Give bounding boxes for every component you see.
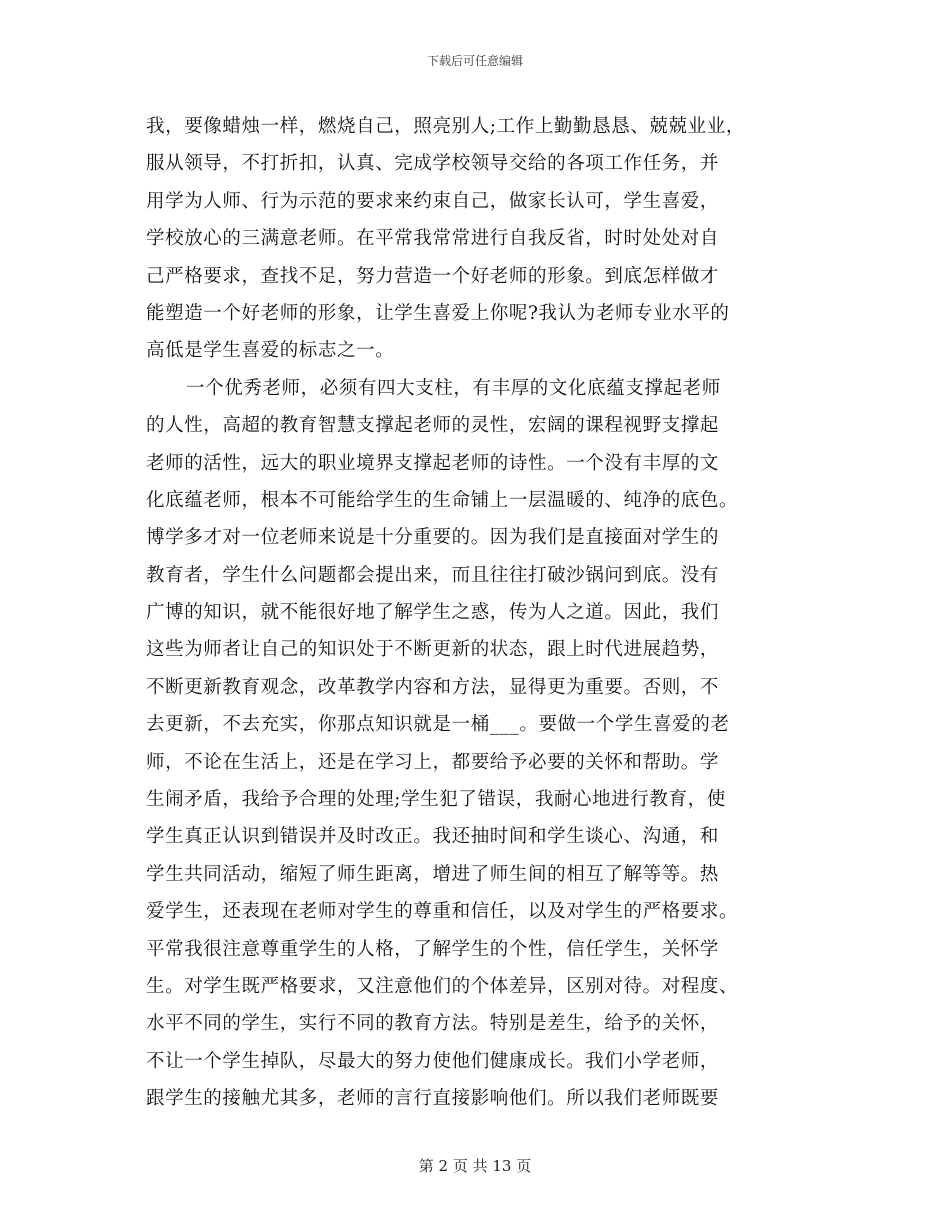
text-line: 爱学生，还表现在老师对学生的尊重和信任，以及对学生的严格要求。 [146,901,739,923]
page-header: 下载后可任意编辑 [426,54,523,68]
text-line: 跟学生的接触尤其多，老师的言行直接影响他们。所以我们老师既要 [146,1088,720,1110]
text-line: 用学为人师、行为示范的要求来约束自己，做家长认可，学生喜爱， [146,190,720,212]
text-line: 学校放心的三满意老师。在平常我常常进行自我反省，时时处处对自 [146,228,720,250]
text-line: 学生共同活动，缩短了师生距离，增进了师生间的相互了解等等。热 [146,863,720,885]
text-line: 教育者，学生什么问题都会提出来，而且往往打破沙锅问到底。没有 [146,564,720,586]
text-line: 己严格要求，查找不足，努力营造一个好老师的形象。到底怎样做才 [146,265,720,287]
text-line: 师，不论在生活上，还是在学习上，都要给予必要的关怀和帮助。学 [146,751,720,773]
page-number-footer: 第 2 页 共 13 页 [418,1157,532,1175]
body-text [146,108,826,1118]
text-line: 学生真正认识到错误并及时改正。我还抽时间和学生谈心、沟通，和 [146,826,720,848]
text-line: 水平不同的学生，实行不同的教育方法。特别是差生，给予的关怀， [146,1013,720,1035]
text-line: 广博的知识，就不能很好地了解学生之惑，传为人之道。因此，我们 [146,602,720,624]
text-line: 这些为师者让自己的知识处于不断更新的状态，跟上时代进展趋势， [146,639,720,661]
text-line: 不让一个学生掉队，尽最大的努力使他们健康成长。我们小学老师， [146,1050,720,1072]
text-line: 能塑造一个好老师的形象，让学生喜爱上你呢?我认为老师专业水平的 [146,302,730,324]
text-line: 服从领导，不打折扣，认真、完成学校领导交给的各项工作任务，并 [146,153,720,175]
text-line: 生闹矛盾，我给予合理的处理;学生犯了错误，我耐心地进行教育，使 [146,789,726,811]
text-line: 我，要像蜡烛一样，燃烧自己，照亮别人;工作上勤勤恳恳、兢兢业业， [146,116,745,137]
text-line: 平常我很注意尊重学生的人格，了解学生的个性，信任学生，关怀学 [146,938,720,960]
text-line: 去更新，不去充实，你那点知识就是一桶___。要做一个学生喜爱的老 [146,714,730,736]
text-line: 生。对学生既严格要求，又注意他们的个体差异，区别对待。对程度、 [146,975,739,997]
text-line: 老师的活性，远大的职业境界支撑起老师的诗性。一个没有丰厚的文 [146,452,720,474]
text-line: 不断更新教育观念，改革教学内容和方法，显得更为重要。否则，不 [146,676,720,698]
paragraph-start-line: 一个优秀老师，必须有四大支柱，有丰厚的文化底蕴支撑起老师 [186,377,721,399]
text-line: 化底蕴老师，根本不可能给学生的生命铺上一层温暖的、纯净的底色。 [146,489,739,511]
text-line: 博学多才对一位老师来说是十分重要的。因为我们是直接面对学生的 [146,527,720,549]
text-line: 的人性，高超的教育智慧支撑起老师的灵性，宏阔的课程视野支撑起 [146,415,720,437]
text-line: 高低是学生喜爱的标志之一。 [146,340,395,362]
